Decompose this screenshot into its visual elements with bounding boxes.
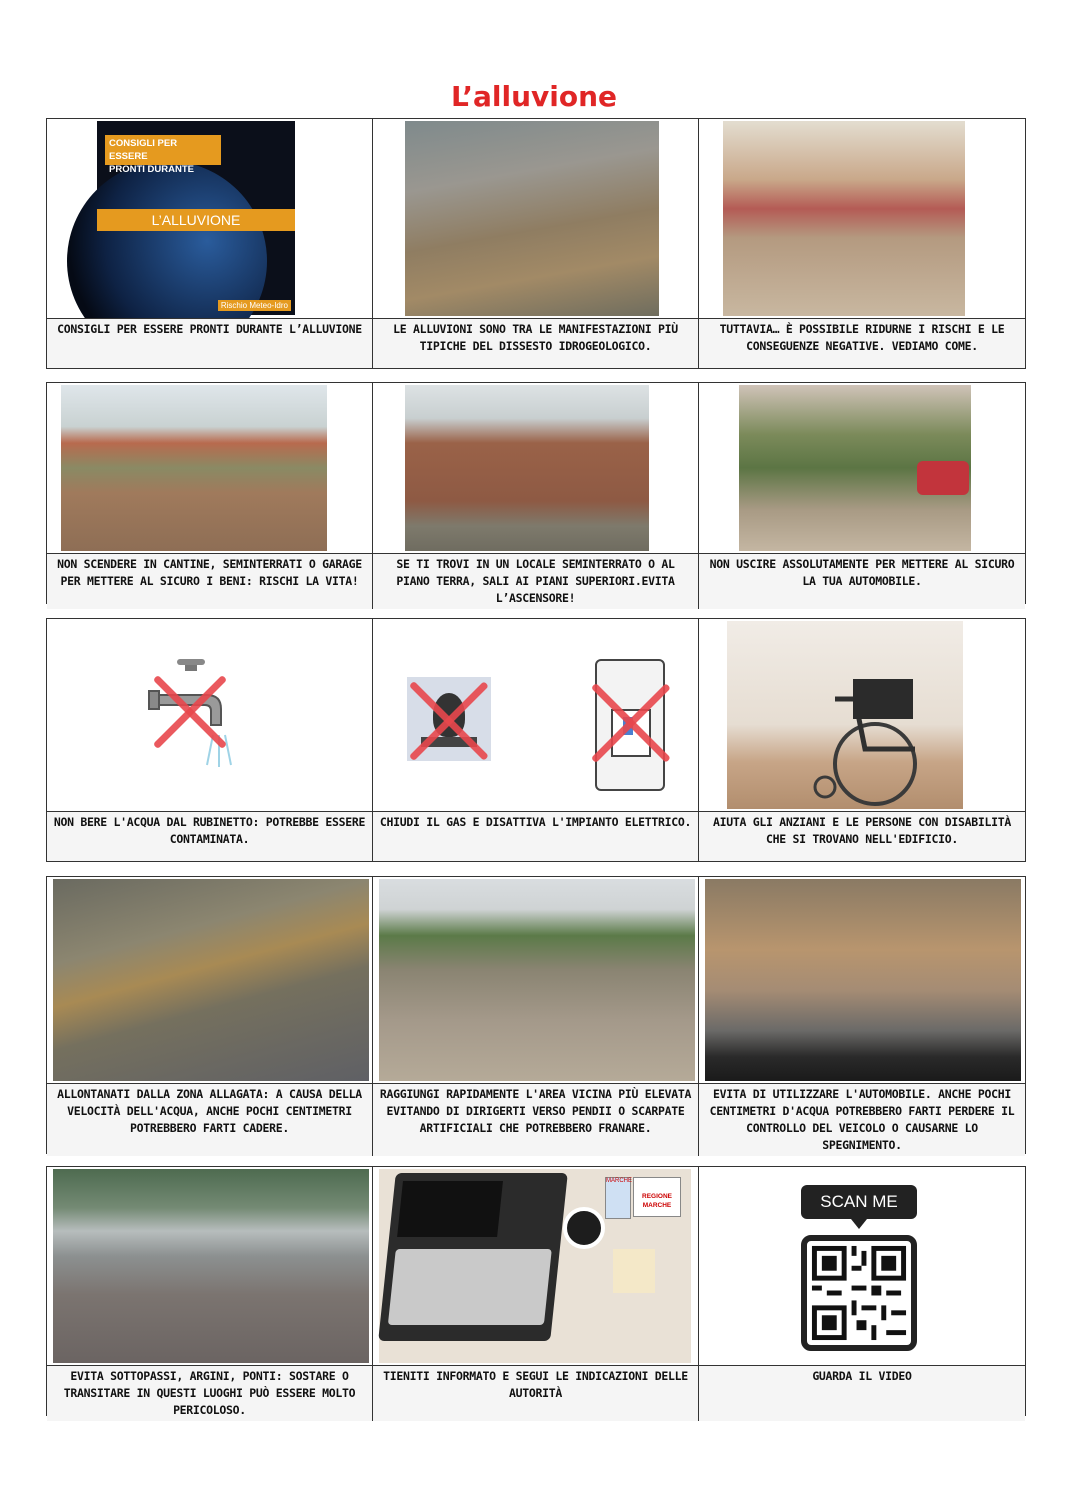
poster-footer: Rischio Meteo-Idro [218,300,291,311]
windshield-view-photo [699,877,1025,1084]
card-rubinetto [47,619,373,861]
prohibited-cross-icon [411,683,487,759]
row-4 [46,876,1026,1154]
marche-logo: MARCHE [605,1177,631,1219]
caption: TIENITI INFORMATO E SEGUI LE INDICAZIONI DELLE AUTORITÀ [373,1366,698,1421]
card-informato [373,1167,699,1421]
card-gas [373,619,699,861]
card-raggiungi [373,877,699,1156]
card-evita-auto [699,877,1025,1156]
caption: GUARDA IL VIDEO [699,1366,1025,1421]
caption: NON BERE L'ACQUA DAL RUBINETTO: POTREBBE ESSERE CONTAMINATA. [47,812,372,861]
page-title: L’alluvione [450,80,618,113]
poster-heading [105,135,221,175]
caption: RAGGIUNGI RAPIDAMENTE L'AREA VICINA PIÙ ELEVATA EVITANDO DI DIRIGERTI VERSO PENDII O SCARPATE ARTIFICIALI CHE POTREBBERO FRANARE. [373,1084,698,1156]
poster-line2: PRONTI DURANTE [109,164,194,175]
red-car-icon [917,461,969,495]
gas-electric-image [373,619,698,812]
card-tuttavia [699,119,1025,368]
row-3 [46,618,1026,862]
row-1 [46,118,1026,369]
card-sottopassi [47,1167,373,1421]
prohibited-cross-icon [593,685,669,761]
caption: LE ALLUVIONI SONO TRA LE MANIFESTAZIONI PIÙ TIPICHE DEL DISSESTO IDROGEOLOGICO. [373,319,698,368]
card-automobile [699,383,1025,609]
caption: CONSIGLI PER ESSERE PRONTI DURANTE L’ALLUVIONE [47,319,372,368]
sticky-note-icon [613,1249,655,1293]
flooded-underpass-photo [47,1167,372,1366]
flooded-villa-photo [47,383,372,554]
card-seminterrato [373,383,699,609]
card-video [699,1167,1025,1421]
flooded-roundabout-photo [373,877,698,1084]
flooded-house-photo [373,383,698,554]
wheelchair-icon [795,669,945,809]
caption: ALLONTANATI DALLA ZONA ALLAGATA: A CAUSA DELLA VELOCITÀ DELL'ACQUA, ANCHE POCHI CENTIMETRI POTREBBERO FARTI CADERE. [47,1084,372,1156]
laptop-icon [378,1173,568,1341]
caption: NON USCIRE ASSOLUTAMENTE PER METTERE AL SICURO LA TUA AUTOMOBILE. [699,554,1025,609]
row-2 [46,382,1026,604]
flooded-street-photo [699,119,1025,319]
earth-globe-icon [67,161,267,319]
caption: AIUTA GLI ANZIANI E LE PERSONE CON DISABILITÀ CHE SI TROVANO NELL'EDIFICIO. [699,812,1025,861]
card-anziani [699,619,1025,861]
poster-banner: L’ALLUVIONE [97,209,295,231]
aerial-flood-photo [373,119,698,319]
regione-marche-logo: REGIONE MARCHE [633,1177,681,1217]
card-cantine [47,383,373,609]
tap-water-image [47,619,372,812]
card-consigli [47,119,373,368]
caption: SE TI TROVI IN UN LOCALE SEMINTERRATO O AL PIANO TERRA, SALI AI PIANI SUPERIORI.EVITA L’ASCENSORE! [373,554,698,609]
flooded-road-car-photo [699,383,1025,554]
prohibited-cross-icon [155,677,225,747]
speech-tail-icon [851,1219,867,1229]
caption: TUTTAVIA… È POSSIBILE RIDURNE I RISCHI E LE CONSEGUENZE NEGATIVE. VEDIAMO COME. [699,319,1025,368]
caption: EVITA DI UTILIZZARE L'AUTOMOBILE. ANCHE POCHI CENTIMETRI D'ACQUA POTREBBERO FARTI PERDERE IL CONTROLLO DEL VEICOLO O CAUSARNE LO SPEGNIMENTO. [699,1084,1025,1156]
card-allontanati [47,877,373,1156]
coffee-cup-icon [563,1207,605,1249]
caption: CHIUDI IL GAS E DISATTIVA L'IMPIANTO ELETTRICO. [373,812,698,861]
flowing-water-photo [47,877,372,1084]
caption: NON SCENDERE IN CANTINE, SEMINTERRATI O GARAGE PER METTERE AL SICURO I BENI: RISCHI LA VITA! [47,554,372,609]
poster [97,121,295,315]
laptop-desk-photo [373,1167,698,1366]
wheelchair-photo [699,619,1025,812]
qr-code-icon[interactable] [801,1235,917,1351]
poster-line1: CONSIGLI PER ESSERE [109,138,178,162]
scan-me-label: SCAN ME [801,1185,917,1219]
caption: EVITA SOTTOPASSI, ARGINI, PONTI: SOSTARE O TRANSITARE IN QUESTI LUOGHI PUÒ ESSERE MOLTO PERICOLOSO. [47,1366,372,1421]
row-5 [46,1166,1026,1416]
qr-code-panel[interactable] [699,1167,1025,1366]
card-alluvioni [373,119,699,368]
poster-image [47,119,372,319]
